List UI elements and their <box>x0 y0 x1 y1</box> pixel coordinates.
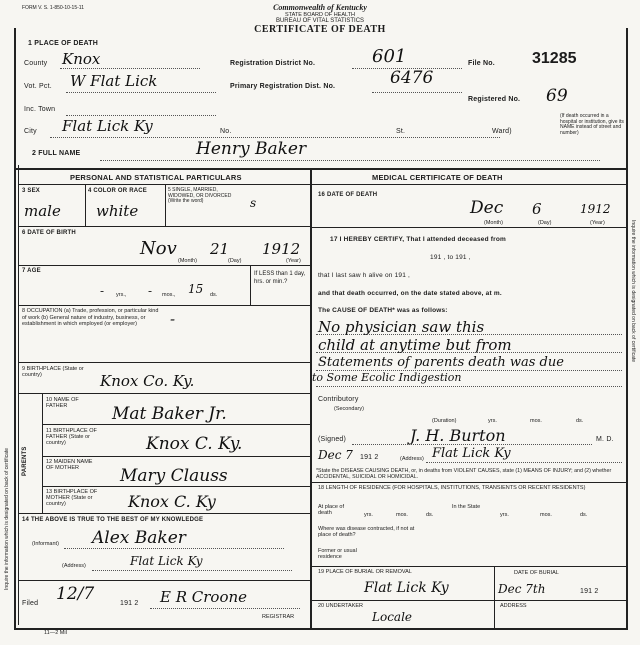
color-label: 4 COLOR OR RACE <box>88 188 148 194</box>
primary-registration-label: Primary Registration Dist. No. <box>230 83 336 90</box>
signed-year: 191 2 <box>360 454 379 461</box>
registered-no-label: Registered No. <box>468 96 521 103</box>
inner-left-border <box>18 165 19 625</box>
death-occurred-text: and that death occurred, on the date stated above, at m. <box>318 290 502 297</box>
place-of-death-label: 1 PLACE OF DEATH <box>28 40 98 47</box>
physician-address-value: Flat Lick Ky <box>432 446 511 461</box>
age-label: 7 AGE <box>22 268 41 274</box>
age-mos: - <box>148 284 153 298</box>
informant-address-caption: (Address) <box>62 563 86 569</box>
father-name-value: Mat Baker Jr. <box>112 404 227 424</box>
filed-label: Filed <box>22 600 39 607</box>
filed-date: 12/7 <box>56 584 95 604</box>
file-no-label: File No. <box>468 60 495 67</box>
center-divider <box>310 168 312 628</box>
at-place-caption: At place of death <box>318 504 344 516</box>
city-value: Flat Lick Ky <box>62 117 153 135</box>
registered-no-value: 69 <box>546 86 568 106</box>
in-state-caption: In the State <box>452 504 481 510</box>
dod-year: 1912 <box>580 202 611 216</box>
signed-value: J. H. Burton <box>410 426 506 445</box>
dob-month: Nov <box>140 238 177 259</box>
mother-birthplace-label: 13 BIRTHPLACE OF MOTHER (State or country) <box>46 489 98 507</box>
marital-value: s <box>250 196 257 210</box>
left-border <box>14 28 16 628</box>
ward-label: Ward) <box>492 128 512 135</box>
sex-label: 3 SEX <box>22 188 41 194</box>
dod-label: 16 DATE OF DEATH <box>318 192 378 198</box>
dob-year: 1912 <box>262 240 301 258</box>
no-label: No. <box>220 128 232 135</box>
dod-year-caption: (Year) <box>590 220 605 226</box>
duration-ds: ds. <box>576 418 584 424</box>
burial-label: 19 PLACE OF BURIAL OR REMOVAL <box>318 569 412 575</box>
commonwealth-line: Commonwealth of Kentucky <box>273 3 367 12</box>
right-margin-note: Inquire the information which is designated on back of certificate <box>630 220 636 363</box>
residence-mos: mos. <box>396 512 408 518</box>
vot-label: Vot. Pct. <box>24 83 52 90</box>
state-yrs: yrs. <box>500 512 509 518</box>
undertaker-value: Locale <box>372 610 413 624</box>
signed-label: (Signed) <box>318 436 347 443</box>
registrar-caption: REGISTRAR <box>262 614 295 620</box>
father-birthplace-label: 11 BIRTHPLACE OF FATHER (State or country) <box>46 428 97 446</box>
dod-month: Dec <box>470 198 504 218</box>
age-yrs: - <box>100 284 105 298</box>
filed-year: 191 2 <box>120 600 139 607</box>
age-yrs-caption: yrs., <box>116 292 127 298</box>
state-ds: ds. <box>580 512 588 518</box>
signed-date: Dec 7 <box>318 448 353 462</box>
personal-header: PERSONAL AND STATISTICAL PARTICULARS <box>70 173 242 182</box>
cause-label: The CAUSE OF DEATH* was as follows: <box>318 307 448 314</box>
occupation-value: - <box>170 310 176 328</box>
duration-yrs: yrs. <box>488 418 497 424</box>
parents-label: PARENTS <box>22 446 28 476</box>
cause-line-3: Statements of parents death was due <box>318 355 564 370</box>
certificate-header <box>0 3 640 35</box>
bottom-code: 11—2 Mil <box>44 630 67 636</box>
dod-month-caption: (Month) <box>484 220 503 226</box>
age-days: 15 <box>188 282 204 296</box>
father-name-label: 10 NAME OF FATHER <box>46 397 79 409</box>
mother-name-value: Mary Clauss <box>120 466 228 486</box>
city-label: City <box>24 128 37 135</box>
form-number: FORM V. S. 1-850-10-15-11 <box>22 5 84 11</box>
residence-ds: ds. <box>426 512 434 518</box>
st-label: St. <box>396 128 406 135</box>
residence-yrs: yrs. <box>364 512 373 518</box>
board-line: STATE BOARD OF HEALTH <box>285 12 355 18</box>
certify-text: 17 I HEREBY CERTIFY, That I attended deceased from <box>330 236 507 243</box>
duration-caption: (Duration) <box>432 418 457 424</box>
informant-value: Alex Baker <box>92 528 186 548</box>
informant-caption: (Informant) <box>32 541 59 547</box>
medical-header: MEDICAL CERTIFICATE OF DEATH <box>372 173 503 182</box>
full-name-label: 2 FULL NAME <box>32 150 81 157</box>
informant-header: 14 THE ABOVE IS TRUE TO THE BEST OF MY KNOWLEDGE <box>22 517 204 523</box>
marital-label: 5 SINGLE, MARRIED, WIDOWED, OR DIVORCED (Write the word) <box>168 187 232 204</box>
undertaker-label: 20 UNDERTAKER <box>318 603 364 609</box>
birthplace-label: 9 BIRTHPLACE (State or country) <box>22 366 84 378</box>
file-no-value: 31285 <box>532 50 577 67</box>
former-residence-caption: Former or usual residence <box>318 548 357 560</box>
vot-value: W Flat Lick <box>70 72 158 90</box>
county-value: Knox <box>62 50 101 68</box>
dob-year-caption: (Year) <box>286 258 301 264</box>
occupation-label: 8 OCCUPATION (a) Trade, profession, or particular kind of work (b) General nature of industry, business, or establishment in which employed (or employer) <box>22 308 159 327</box>
cause-footnote: *State the DISEASE CAUSING DEATH, or, in deaths from VIOLENT CAUSES, state (1) MEANS OF INJURY; and (2) whether ACCIDENTAL, SUICIDAL OR HOMICIDAL. <box>316 468 612 480</box>
color-value: white <box>96 202 139 220</box>
dob-label: 6 DATE OF BIRTH <box>22 230 76 236</box>
registration-district-label: Registration District No. <box>230 60 316 67</box>
bureau-line: BUREAU OF VITAL STATISTICS <box>275 18 365 24</box>
dob-day-caption: (Day) <box>228 258 242 264</box>
residence-label: 18 LENGTH OF RESIDENCE (FOR HOSPITALS, INSTITUTIONS, TRANSIENTS OR RECENT RESIDENTS) <box>318 485 586 491</box>
last-saw-text: that I last saw h alive on 191 , <box>318 272 411 279</box>
undertaker-address-label: ADDRESS <box>500 603 527 609</box>
left-margin-note: Inquire the information which is designated on back of certificate <box>4 447 10 590</box>
primary-registration-value: 6476 <box>390 68 434 88</box>
less-than-day-label: If LESS than 1 day, hrs. or min.? <box>254 271 306 285</box>
cause-line-2: child at anytime but from <box>318 336 512 354</box>
dob-day: 21 <box>210 240 230 258</box>
bottom-border <box>14 628 628 630</box>
registration-district-value: 601 <box>372 46 407 67</box>
sex-value: male <box>24 202 61 220</box>
dod-day-caption: (Day) <box>538 220 552 226</box>
md-label: M. D. <box>596 436 614 443</box>
dob-month-caption: (Month) <box>178 258 197 264</box>
certify-to-text: 191 , to 191 , <box>430 254 471 261</box>
duration-mos: mos. <box>530 418 542 424</box>
inc-town-label: Inc. Town <box>24 106 56 113</box>
secondary-caption: (Secondary) <box>334 406 364 412</box>
mother-name-label: 12 MAIDEN NAME OF MOTHER <box>46 459 93 471</box>
age-days-caption: ds. <box>210 292 218 298</box>
cause-line-1: No physician saw this <box>318 318 485 336</box>
right-border <box>626 28 628 628</box>
full-name-value: Henry Baker <box>196 139 307 159</box>
state-mos: mos. <box>540 512 552 518</box>
contributory-label: Contributory <box>318 396 359 403</box>
birthplace-value: Knox Co. Ky. <box>100 372 195 390</box>
father-birthplace-value: Knox C. Ky. <box>146 434 243 454</box>
cause-line-4: to Some Ecolic Indigestion <box>312 371 462 384</box>
section-divider <box>14 168 628 170</box>
dod-day: 6 <box>532 200 542 218</box>
mother-birthplace-value: Knox C. Ky <box>128 492 216 511</box>
county-label: County <box>24 60 48 67</box>
burial-date-label: DATE OF BURIAL <box>514 570 559 576</box>
informant-address-value: Flat Lick Ky <box>130 554 203 568</box>
physician-address-caption: (Address) <box>400 456 424 462</box>
where-contracted-caption: Where was disease contracted, if not at place of death? <box>318 526 415 538</box>
burial-year: 191 2 <box>580 588 599 595</box>
certificate-title: CERTIFICATE OF DEATH <box>254 24 386 35</box>
burial-value: Flat Lick Ky <box>364 580 449 596</box>
burial-date-value: Dec 7th <box>498 582 546 596</box>
hospital-instruction: (If death occurred in a hospital or institution, give its NAME instead of street and number) <box>560 113 624 136</box>
registrar-value: E R Croone <box>160 588 248 606</box>
age-mos-caption: mos., <box>162 292 176 298</box>
